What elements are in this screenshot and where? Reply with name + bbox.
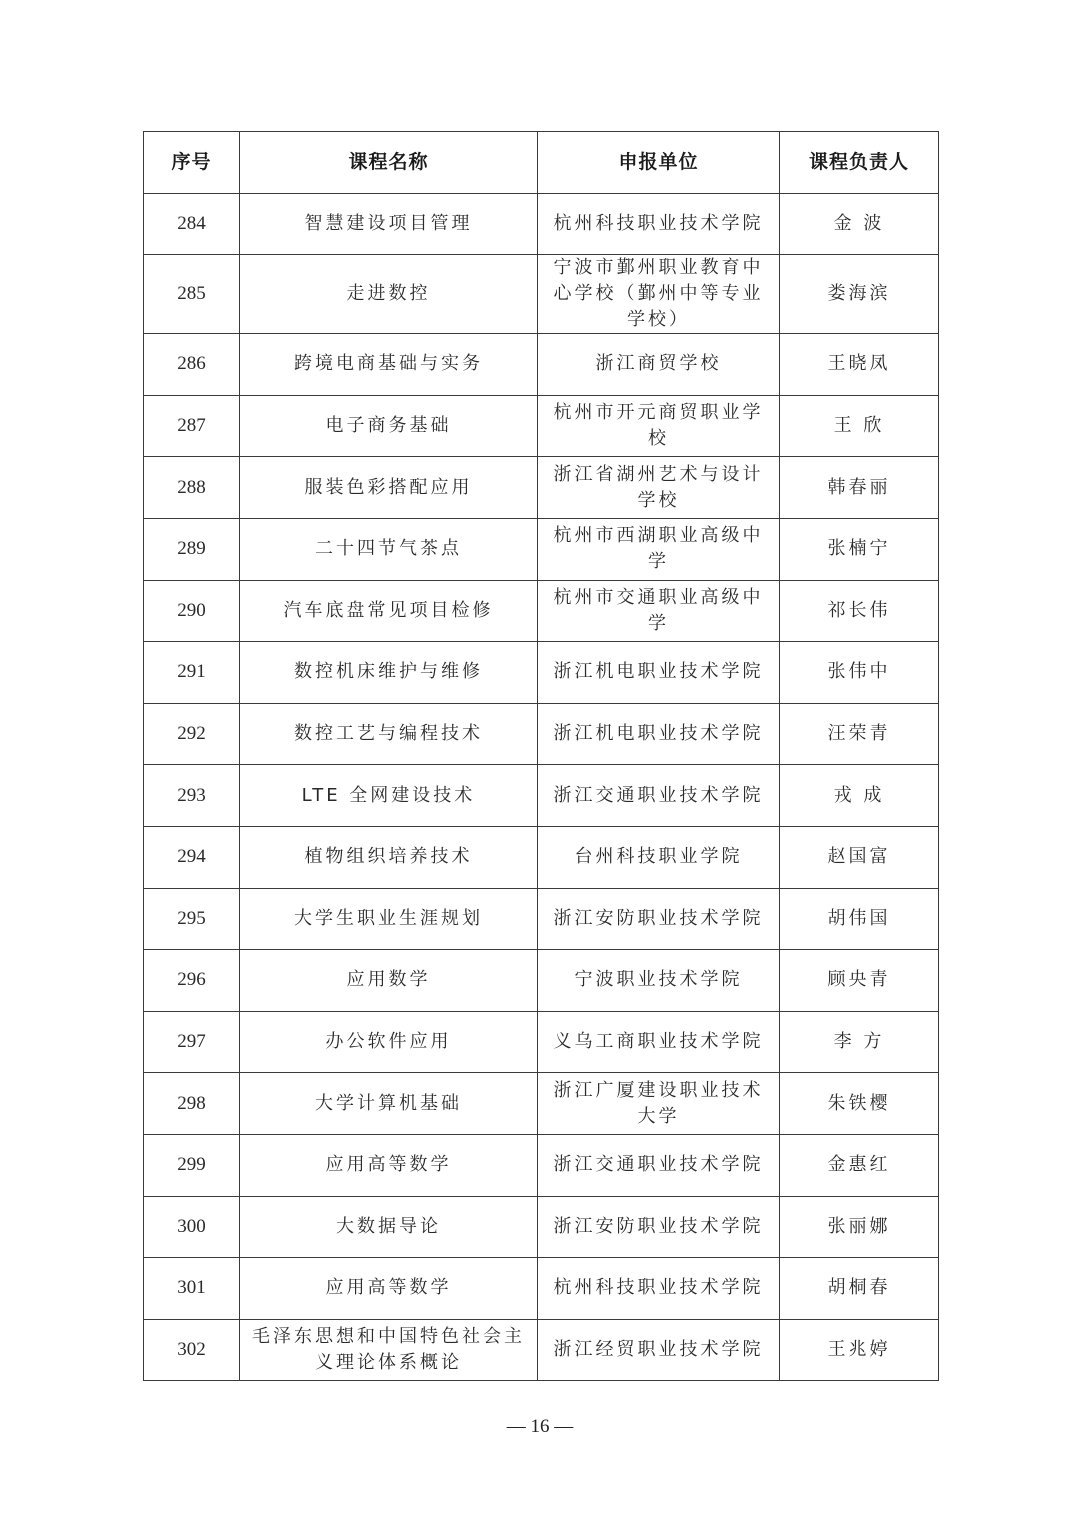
cell-course: 毛泽东思想和中国特色社会主义理论体系概论: [240, 1319, 538, 1381]
cell-num: 295: [144, 888, 240, 950]
cell-person: 金 波: [780, 193, 939, 255]
cell-num: 288: [144, 457, 240, 519]
cell-unit: 浙江省湖州艺术与设计学校: [538, 457, 780, 519]
cell-num: 286: [144, 334, 240, 396]
cell-course: 走进数控: [240, 255, 538, 334]
table-row: [144, 1196, 939, 1258]
cell-course: 二十四节气茶点: [240, 518, 538, 580]
cell-unit: 杭州市交通职业高级中学: [538, 580, 780, 642]
cell-unit: 浙江交通职业技术学院: [538, 1134, 780, 1196]
cell-person: 朱铁樱: [780, 1073, 939, 1135]
cell-num: 300: [144, 1196, 240, 1258]
header-course: 课程名称: [240, 132, 538, 194]
header-num: 序号: [144, 132, 240, 194]
cell-person: 赵国富: [780, 826, 939, 888]
cell-course: 数控机床维护与维修: [240, 642, 538, 704]
table-row: [144, 1258, 939, 1320]
table-row: [144, 1134, 939, 1196]
table-header-row: [144, 132, 939, 194]
cell-course: 大数据导论: [240, 1196, 538, 1258]
cell-course: 应用高等数学: [240, 1258, 538, 1320]
table-row: [144, 193, 939, 255]
table-row: [144, 950, 939, 1012]
table-row: [144, 1319, 939, 1381]
cell-person: 金惠红: [780, 1134, 939, 1196]
cell-num: 290: [144, 580, 240, 642]
cell-num: 302: [144, 1319, 240, 1381]
cell-person: 祁长伟: [780, 580, 939, 642]
cell-unit: 浙江安防职业技术学院: [538, 888, 780, 950]
cell-person: 戎 成: [780, 765, 939, 827]
cell-person: 张楠宁: [780, 518, 939, 580]
cell-course: 办公软件应用: [240, 1011, 538, 1073]
cell-course: 汽车底盘常见项目检修: [240, 580, 538, 642]
cell-unit: 义乌工商职业技术学院: [538, 1011, 780, 1073]
table-body: [144, 193, 939, 1381]
cell-num: 294: [144, 826, 240, 888]
table-row: [144, 580, 939, 642]
table-row: [144, 888, 939, 950]
header-person: 课程负责人: [780, 132, 939, 194]
cell-unit: 浙江经贸职业技术学院: [538, 1319, 780, 1381]
cell-num: 299: [144, 1134, 240, 1196]
page-number: — 16 —: [506, 1416, 574, 1437]
cell-person: 张伟中: [780, 642, 939, 704]
cell-person: 韩春丽: [780, 457, 939, 519]
cell-unit: 杭州市开元商贸职业学校: [538, 395, 780, 457]
cell-person: 汪荣青: [780, 703, 939, 765]
cell-course: 跨境电商基础与实务: [240, 334, 538, 396]
table-row: [144, 1011, 939, 1073]
cell-num: 291: [144, 642, 240, 704]
cell-unit: 台州科技职业学院: [538, 826, 780, 888]
table-row: [144, 255, 939, 334]
cell-num: 296: [144, 950, 240, 1012]
cell-course: 应用数学: [240, 950, 538, 1012]
cell-person: 王兆婷: [780, 1319, 939, 1381]
cell-person: 张丽娜: [780, 1196, 939, 1258]
cell-course: 服装色彩搭配应用: [240, 457, 538, 519]
cell-person: 顾央青: [780, 950, 939, 1012]
header-unit: 申报单位: [538, 132, 780, 194]
table-row: [144, 395, 939, 457]
cell-course: LTE 全网建设技术: [240, 765, 538, 827]
cell-num: 298: [144, 1073, 240, 1135]
cell-unit: 浙江机电职业技术学院: [538, 642, 780, 704]
cell-unit: 浙江交通职业技术学院: [538, 765, 780, 827]
table-row: [144, 457, 939, 519]
cell-num: 301: [144, 1258, 240, 1320]
cell-course: 数控工艺与编程技术: [240, 703, 538, 765]
cell-person: 王晓凤: [780, 334, 939, 396]
cell-num: 289: [144, 518, 240, 580]
cell-unit: 宁波职业技术学院: [538, 950, 780, 1012]
cell-person: 胡伟国: [780, 888, 939, 950]
table-row: [144, 642, 939, 704]
cell-person: 李 方: [780, 1011, 939, 1073]
cell-num: 292: [144, 703, 240, 765]
cell-unit: 浙江广厦建设职业技术大学: [538, 1073, 780, 1135]
cell-course: 大学生职业生涯规划: [240, 888, 538, 950]
table-row: [144, 518, 939, 580]
cell-unit: 杭州科技职业技术学院: [538, 1258, 780, 1320]
course-table: [143, 131, 939, 1381]
cell-course: 植物组织培养技术: [240, 826, 538, 888]
cell-num: 293: [144, 765, 240, 827]
table-row: [144, 765, 939, 827]
cell-person: 胡桐春: [780, 1258, 939, 1320]
cell-course: 应用高等数学: [240, 1134, 538, 1196]
cell-unit: 杭州科技职业技术学院: [538, 193, 780, 255]
cell-unit: 浙江商贸学校: [538, 334, 780, 396]
cell-unit: 浙江安防职业技术学院: [538, 1196, 780, 1258]
table-row: [144, 1073, 939, 1135]
cell-num: 284: [144, 193, 240, 255]
cell-course: 智慧建设项目管理: [240, 193, 538, 255]
cell-unit: 杭州市西湖职业高级中学: [538, 518, 780, 580]
cell-person: 娄海滨: [780, 255, 939, 334]
table-row: [144, 826, 939, 888]
cell-num: 287: [144, 395, 240, 457]
cell-unit: 宁波市鄞州职业教育中心学校（鄞州中等专业学校）: [538, 255, 780, 334]
cell-person: 王 欣: [780, 395, 939, 457]
cell-num: 297: [144, 1011, 240, 1073]
cell-course: 电子商务基础: [240, 395, 538, 457]
cell-num: 285: [144, 255, 240, 334]
table-row: [144, 334, 939, 396]
cell-unit: 浙江机电职业技术学院: [538, 703, 780, 765]
table-row: [144, 703, 939, 765]
cell-course: 大学计算机基础: [240, 1073, 538, 1135]
